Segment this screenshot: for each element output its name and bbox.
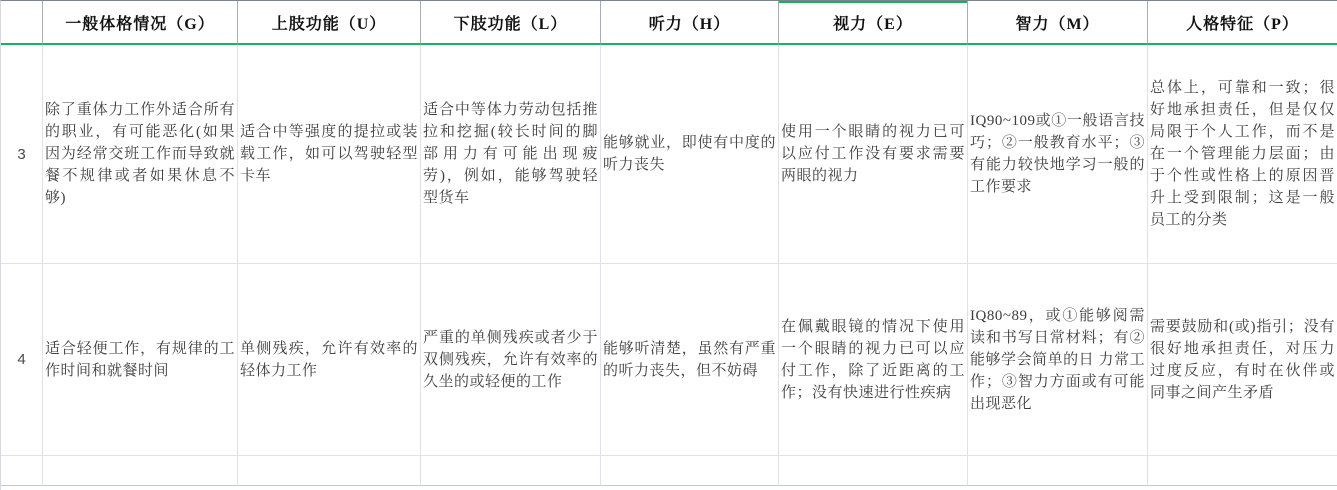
cell-text-r4-lower-limb: 严重的单侧残疾或者少于双侧残疾，允许有效率的久坐的或轻便的工作 bbox=[423, 329, 598, 390]
header-label-general-physique: 一般体格情况（G） bbox=[65, 15, 215, 33]
cell-text-r4-upper-limb: 单侧残疾，允许有效率的轻体力工作 bbox=[240, 340, 418, 379]
empty-cell-row5-hearing[interactable] bbox=[601, 456, 779, 486]
cell-r3-general-physique[interactable] bbox=[43, 45, 238, 264]
empty-cell-row5-upper-limb[interactable] bbox=[238, 456, 421, 486]
empty-cell-row5-eyesight[interactable] bbox=[779, 456, 968, 486]
empty-cell-row5-general-physique[interactable] bbox=[43, 456, 238, 486]
cell-r3-mentality[interactable] bbox=[968, 45, 1148, 264]
row-level-4: 4 bbox=[17, 351, 26, 368]
cell-text-r3-general-physique: 除了重体力工作外适合所有的职业，有可能恶化(如果因为经常交班工作而导致就餐不规律或者如果休息不够) bbox=[45, 102, 235, 206]
header-cell-hearing[interactable] bbox=[601, 1, 779, 45]
header-cell-lower-limb[interactable] bbox=[421, 1, 601, 45]
header-cell-eyesight-selected[interactable] bbox=[779, 1, 968, 45]
header-label-eyesight: 视力（E） bbox=[833, 15, 913, 33]
header-label-hearing: 听力（H） bbox=[648, 15, 731, 33]
row-level-cell-4[interactable] bbox=[1, 264, 43, 456]
empty-cell-row5-personality[interactable] bbox=[1148, 456, 1337, 486]
cell-r4-upper-limb[interactable] bbox=[238, 264, 421, 456]
cell-r3-hearing[interactable] bbox=[601, 45, 779, 264]
cell-r3-eyesight[interactable] bbox=[779, 45, 968, 264]
cell-text-r4-eyesight: 在佩戴眼镜的情况下使用一个眼睛的视力已可以应付工作，除了近距离的工作；没有快速进行性疾病 bbox=[781, 318, 965, 401]
cell-text-r4-general-physique: 适合轻便工作，有规律的工作时间和就餐时间 bbox=[45, 340, 235, 379]
cell-r3-upper-limb[interactable] bbox=[238, 45, 421, 264]
row-level-cell-3[interactable] bbox=[1, 45, 43, 264]
empty-cell-row5-mentality[interactable] bbox=[968, 456, 1148, 486]
cell-text-r4-mentality: IQ80~89，或①能够阅需读和书写日常材料；有②能够学会简单的日 力常工作；③智力方面或有可能出现恶化 bbox=[970, 307, 1145, 412]
empty-cell-row5-rownum[interactable] bbox=[1, 456, 43, 486]
cell-r4-personality[interactable] bbox=[1148, 264, 1337, 456]
header-cell-personality[interactable] bbox=[1148, 1, 1337, 45]
cell-text-r4-hearing: 能够听清楚，虽然有严重的听力丧失，但不妨碍 bbox=[603, 340, 776, 379]
cell-text-r4-personality: 需要鼓励和(或)指引；没有很好地承担责任，对压力过度反应，有时在伙伴或同事之间产生矛盾 bbox=[1150, 318, 1335, 401]
cell-text-r3-upper-limb: 适合中等强度的提拉或装载工作，如可以驾驶轻型卡车 bbox=[240, 124, 418, 184]
cell-r3-lower-limb[interactable] bbox=[421, 45, 601, 264]
cell-text-r3-personality: 总体上，可靠和一致；很好地承担责任，但是仅仅局限于个人工作，而不是在一个管理能力层面；由于个性或性格上的原因晋升上受到限制；这是一般员工的分类 bbox=[1150, 80, 1335, 228]
header-cell-general-physique[interactable] bbox=[43, 1, 238, 45]
cell-r3-personality[interactable] bbox=[1148, 45, 1337, 264]
cell-text-r3-mentality: IQ90~109或①一般语言技巧；②一般教育水平；③有能力较快地学习一般的工作要求 bbox=[970, 113, 1145, 195]
header-cell-upper-limb[interactable] bbox=[238, 1, 421, 45]
header-label-upper-limb: 上肢功能（U） bbox=[271, 15, 387, 33]
header-cell-mentality[interactable] bbox=[968, 1, 1148, 45]
header-label-mentality: 智力（M） bbox=[1015, 15, 1100, 33]
header-label-lower-limb: 下肢功能（L） bbox=[453, 15, 568, 33]
corner-header-cell[interactable] bbox=[1, 1, 43, 45]
row-level-3: 3 bbox=[17, 145, 26, 163]
empty-cell-row5-lower-limb[interactable] bbox=[421, 456, 601, 486]
cell-text-r3-hearing: 能够就业，即使有中度的听力丧失 bbox=[603, 135, 776, 173]
cell-r4-general-physique[interactable] bbox=[43, 264, 238, 456]
cell-r4-mentality[interactable] bbox=[968, 264, 1148, 456]
header-label-personality: 人格特征（P） bbox=[1186, 15, 1299, 33]
cell-r4-lower-limb[interactable] bbox=[421, 264, 601, 456]
cell-r4-eyesight[interactable] bbox=[779, 264, 968, 456]
cell-text-r3-lower-limb: 适合中等体力劳动包括推拉和挖掘(较长时间的脚部用力有可能出现疲劳)，例如，能够驾驶轻型货车 bbox=[423, 102, 598, 206]
cell-r4-hearing[interactable] bbox=[601, 264, 779, 456]
cell-text-r3-eyesight: 使用一个眼睛的视力已可以应付工作没有要求需要两眼的视力 bbox=[781, 124, 965, 184]
